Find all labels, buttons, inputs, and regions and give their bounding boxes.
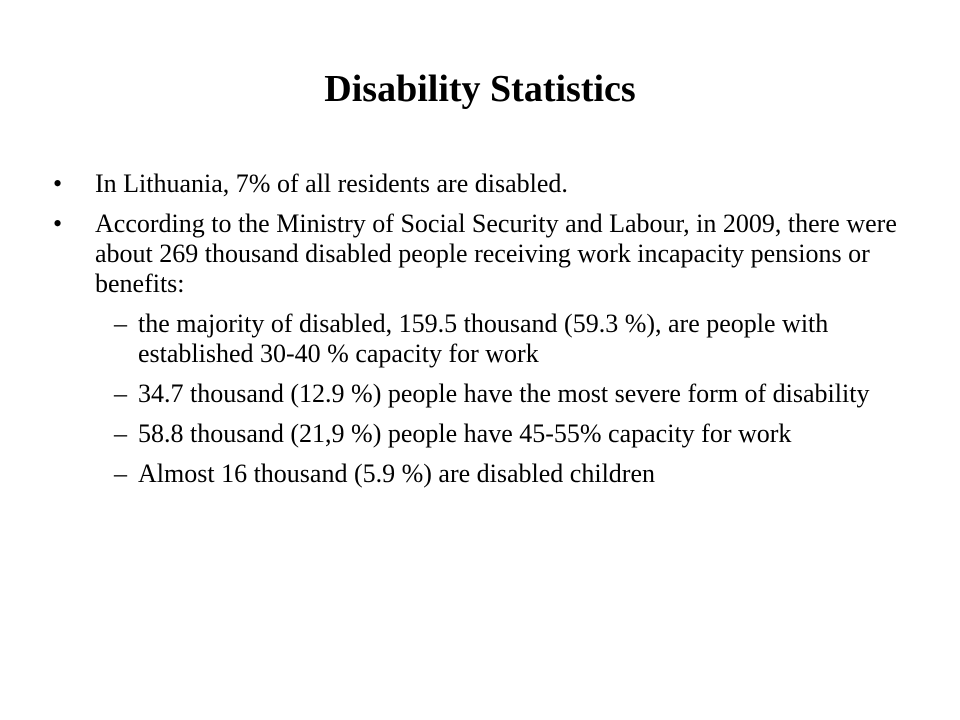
- dash-marker: –: [114, 419, 127, 448]
- sub-bullet-item: [82, 419, 902, 449]
- sub-bullet-text: the majority of disabled, 159.5 thousand (59.3 %), are people with established 30-40 % capacity for work: [138, 309, 829, 368]
- bullet-text: According to the Ministry of Social Security and Labour, in 2009, there were about 269 thousand disabled people receiving work incapacity pensions or benefits:: [95, 209, 897, 298]
- bullet-marker: •: [53, 169, 63, 198]
- dash-marker: –: [114, 459, 127, 488]
- bullet-item: [53, 169, 902, 199]
- bullet-item: [53, 209, 902, 299]
- slide-content: [53, 169, 902, 499]
- sub-bullet-item: [82, 379, 902, 409]
- bullet-text: In Lithuania, 7% of all residents are disabled.: [95, 169, 568, 198]
- dash-marker: –: [114, 379, 127, 408]
- dash-marker: –: [114, 309, 127, 338]
- sub-bullet-text: Almost 16 thousand (5.9 %) are disabled children: [138, 459, 655, 488]
- sub-bullet-text: 34.7 thousand (12.9 %) people have the most severe form of disability: [138, 379, 870, 408]
- sub-bullet-list: [82, 309, 902, 489]
- sub-bullet-item: [82, 459, 902, 489]
- sub-bullet-text: 58.8 thousand (21,9 %) people have 45-55% capacity for work: [138, 419, 792, 448]
- slide-title: Disability Statistics: [324, 68, 636, 110]
- sub-bullet-item: [82, 309, 902, 369]
- bullet-marker: •: [53, 209, 63, 238]
